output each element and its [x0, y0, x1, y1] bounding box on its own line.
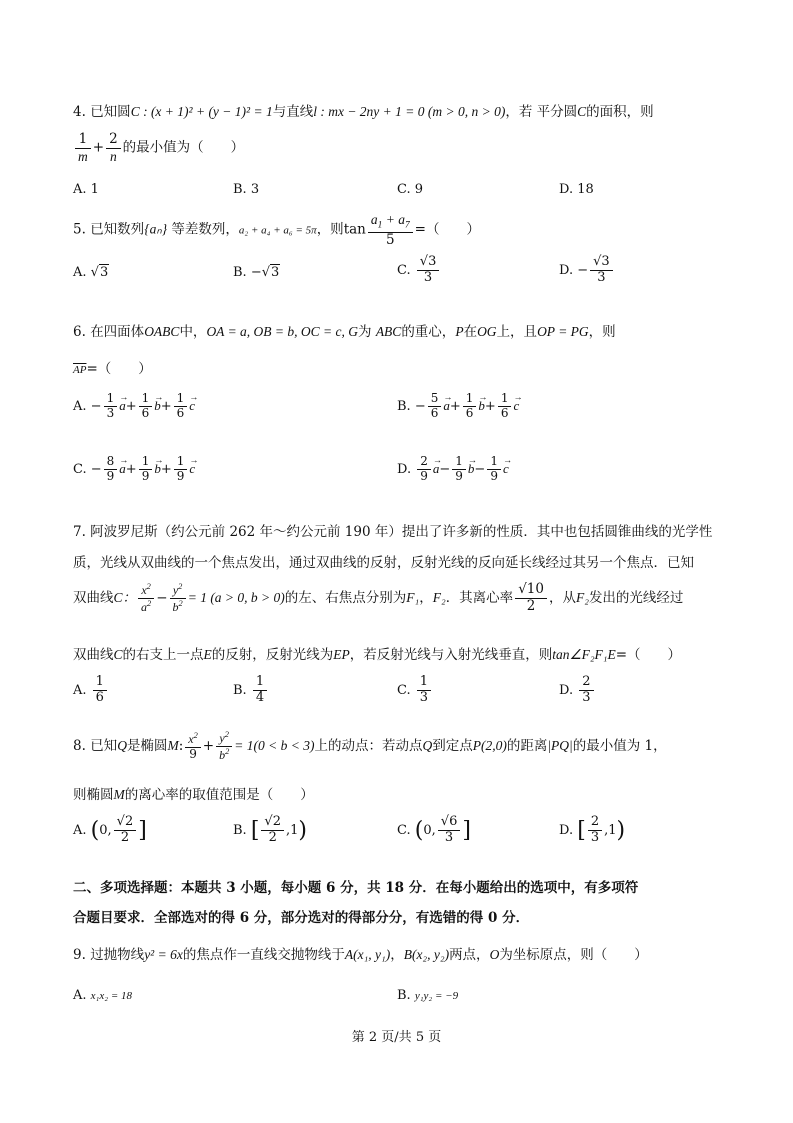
fraction: $\frac{√3}{3}$ — [590, 255, 613, 286]
text: 的距离 — [506, 737, 548, 754]
option-label: C. — [397, 822, 411, 838]
math-var: C — [113, 647, 123, 662]
q8-line2 — [73, 783, 314, 803]
question-number: 5. — [73, 221, 86, 238]
q7-line2: 质，光线从双曲线的一个焦点发出，通过双曲线的反射，反射光线的反向延长线经过其另一个焦点．已知 — [73, 555, 694, 571]
option-label: B. — [397, 988, 411, 1003]
sequence: {aₙ} — [144, 221, 168, 237]
focus-f2: F₂ — [575, 589, 589, 605]
text: 为坐标原点，则（ ） — [499, 947, 648, 963]
section2-line1: 二、多项选择题：本题共 3 小题，每小题 6 分，共 18 分．在每小题给出的选项中，有多项符 — [73, 880, 639, 896]
focus-f1: F₁ — [406, 589, 420, 605]
option-label: D. — [559, 682, 574, 698]
text: 发出的光线经过 — [588, 589, 684, 606]
text: 的反射，反射光线为 — [211, 647, 334, 663]
point-p: P(2,0) — [472, 737, 507, 753]
math-var: M — [167, 737, 179, 753]
option-label: A. — [73, 398, 87, 414]
option-b: B. [ $\frac{√2}{2}$ ,1) — [233, 814, 307, 845]
text: 的重心， — [401, 324, 456, 340]
point-a: A(x₁, y₁) — [344, 947, 391, 962]
option-a: A. (0, $\frac{√2}{2}$ ] — [73, 814, 147, 845]
text: 两点， — [449, 947, 490, 963]
page-footer: 第 2 页/共 5 页 — [351, 1030, 442, 1045]
math-var: E — [203, 647, 212, 662]
text: 在四面体 — [90, 324, 145, 340]
distance: |PQ| — [547, 737, 573, 753]
text: 是椭圆 — [126, 737, 168, 754]
text: ， — [390, 947, 404, 963]
option-label: A. — [73, 988, 87, 1003]
option-d: D. 18 — [559, 182, 594, 197]
q6-line2 — [73, 357, 152, 377]
point-b: B(x₂, y₂) — [403, 947, 450, 962]
text: 双曲线 — [73, 647, 114, 663]
q4-line1 — [73, 100, 654, 120]
text: ，从 — [548, 589, 576, 606]
text: =（ ） — [86, 361, 152, 377]
math-var: Q — [422, 737, 433, 753]
q6-line1 — [73, 320, 616, 340]
text: ．其离心率 — [445, 589, 514, 606]
option-label: B. — [233, 822, 247, 838]
question-number: 9. — [73, 947, 86, 963]
text: 的离心率的取值范围是（ ） — [124, 787, 314, 803]
text: 到定点 — [432, 737, 473, 754]
text: 的左、右焦点分别为 — [284, 589, 407, 606]
math-var: M — [113, 787, 125, 802]
tan-expression: tan∠F₂F₁E — [552, 647, 616, 662]
condition: OP = PG — [537, 324, 589, 339]
text: =（ ） — [414, 221, 480, 238]
text: 已知圆 — [90, 104, 131, 120]
text: 等差数列， — [167, 221, 239, 238]
text: 双曲线 — [73, 589, 114, 606]
text: ，则 — [316, 221, 344, 238]
text: 上，且 — [496, 324, 538, 340]
option-c — [397, 255, 441, 286]
math: √3 — [90, 265, 109, 280]
question-number: 8. — [73, 737, 86, 754]
option-label: C. — [397, 682, 411, 698]
option-label: A. — [73, 822, 87, 838]
text: : — [178, 737, 184, 754]
parabola-equation: y² = 6x — [144, 947, 183, 962]
tan-label: tan — [343, 221, 366, 238]
q4-line2: $\frac{1}{m}$ + $\frac{2}{n}$ 的最小值为（ ） — [73, 132, 244, 164]
vector-ap: $\overline{AP}$ — [73, 364, 87, 376]
math-var: O — [489, 947, 500, 962]
text: 的右支上一点 — [122, 647, 204, 663]
option-b: B. $\frac{1}{4}$ — [233, 675, 269, 706]
option-label: D. — [559, 822, 574, 838]
text: 则椭圆 — [73, 787, 114, 803]
text: =（ ） — [615, 647, 682, 663]
option-c: C. − $\frac{8}{9}$ → a+ $\frac{1}{9}$ → b+ $\frac{1}{9}$ → c — [73, 455, 195, 484]
option-label: D. — [397, 461, 412, 477]
option-label: A. — [73, 682, 87, 698]
text: 在 — [463, 324, 478, 340]
math-var: ABC — [375, 324, 402, 339]
text: 的最小值为（ ） — [122, 139, 245, 156]
math-var: C： — [113, 589, 137, 605]
option-a: A. − $\frac{1}{3}$ → a+ $\frac{1}{6}$ → b+ $\frac{1}{6}$ → c — [73, 392, 195, 421]
question-number: 6. — [73, 324, 86, 340]
q5-line1 — [73, 212, 480, 248]
q7-line3: 双曲线C： $\frac{x^2}{a^2}$ − $\frac{y^2}{b^2}$ = 1 (a > 0, b > 0)的左、右焦点分别为F₁，F₂．其离心率 $\frac{√10}{2}$ ，从F₂发出的光线经过 — [73, 581, 684, 614]
fraction: $\frac{2}{n}$ — [106, 132, 121, 164]
fraction: $\frac{1}{m}$ — [75, 132, 91, 164]
text: 的面积，则 — [586, 104, 654, 120]
option-b — [233, 265, 280, 280]
option-label: B. — [233, 682, 247, 698]
text: 的焦点作一直线交抛物线于 — [182, 947, 345, 963]
option-text: y₁y₂ = −9 — [414, 990, 459, 1002]
option-d: D. [ $\frac{2}{3}$ ,1) — [559, 814, 626, 845]
option-label: D. — [559, 262, 574, 278]
q9-line1 — [73, 943, 648, 963]
fraction: $\frac{√3}{3}$ — [417, 255, 440, 286]
circle-equation: C : (x + 1)² + (y − 1)² = 1 — [130, 104, 273, 119]
text: ，若反射光线与入射光线垂直，则 — [349, 647, 553, 663]
text: 的最小值为 1， — [572, 737, 667, 754]
option-c: C. (0, $\frac{√6}{3}$ ] — [397, 814, 471, 845]
equation: = 1(0 < b < 3) — [234, 737, 315, 753]
math-var: OG — [477, 324, 497, 339]
question-number: 4. — [73, 104, 86, 120]
option-a — [73, 988, 132, 1003]
option-a: A. 1 — [73, 182, 99, 197]
option-label: C. — [73, 461, 87, 477]
math-var: C — [577, 104, 587, 119]
math: −√3 — [250, 265, 280, 280]
option-c: C. 9 — [397, 182, 424, 197]
text: 为 — [358, 324, 376, 340]
option-b: B. − $\frac{5}{6}$ → a+ $\frac{1}{6}$ → b+ $\frac{1}{6}$ → c — [397, 392, 519, 421]
option-b: B. 3 — [233, 182, 260, 197]
text: 中， — [179, 324, 207, 340]
text: ，若 平分圆 — [505, 104, 578, 120]
option-c: C. $\frac{1}{3}$ — [397, 675, 433, 706]
vectors: OA = a, OB = b, OC = c, G — [206, 324, 359, 339]
math-var: OABC — [144, 324, 180, 339]
option-label: B. — [397, 398, 411, 414]
option-d: D. $\frac{2}{3}$ — [559, 675, 596, 706]
text: 上的动点：若动点 — [314, 737, 423, 754]
math-var: P — [455, 324, 464, 339]
math-var: EP — [333, 647, 350, 662]
option-label: A. — [73, 265, 87, 280]
math-var: Q — [117, 737, 127, 753]
q8-line1: 8. 已知Q是椭圆M: $\frac{x^2}{9}$ + $\frac{y^2}{b^2}$ = 1(0 < b < 3)上的动点：若动点Q到定点P(2,0)的距离|PQ|的最小值为 1， — [73, 730, 667, 762]
section2-line2: 合题目要求．全部选对的得 6 分，部分选对的得部分分，有选错的得 0 分． — [73, 910, 530, 926]
option-a: A. $\frac{1}{6}$ — [73, 675, 109, 706]
line-equation: l : mx − 2ny + 1 = 0 (m > 0, n > 0) — [313, 104, 506, 119]
option-text: x₁x₂ = 18 — [90, 990, 133, 1002]
fraction: $\frac{a_1 + a_7}{5}$ — [368, 212, 413, 248]
q7-line4 — [73, 643, 681, 663]
option-b — [397, 988, 458, 1003]
equation: = 1 (a > 0, b > 0) — [187, 589, 285, 605]
option-label: C. — [397, 262, 411, 278]
text: ， — [419, 589, 433, 606]
condition: a₂ + a₄ + a₆ = 5π — [238, 224, 317, 237]
option-label: B. — [233, 265, 247, 280]
q7-line1: 7. 阿波罗尼斯（约公元前 262 年～约公元前 190 年）提出了许多新的性质．其中也包括圆锥曲线的光学性 — [73, 524, 713, 540]
option-d: D. − $\frac{√3}{3}$ — [559, 255, 615, 286]
text: 已知数列 — [90, 221, 145, 238]
option-a — [73, 265, 109, 280]
text: 与直线 — [272, 104, 314, 120]
text: 已知 — [90, 737, 118, 754]
focus-f2: F₂ — [432, 589, 446, 605]
text: ，则 — [588, 324, 616, 340]
option-d: D. $\frac{2}{9}$ → a− $\frac{1}{9}$ → b− $\frac{1}{9}$ → c — [397, 455, 509, 484]
text: 过抛物线 — [90, 947, 145, 963]
